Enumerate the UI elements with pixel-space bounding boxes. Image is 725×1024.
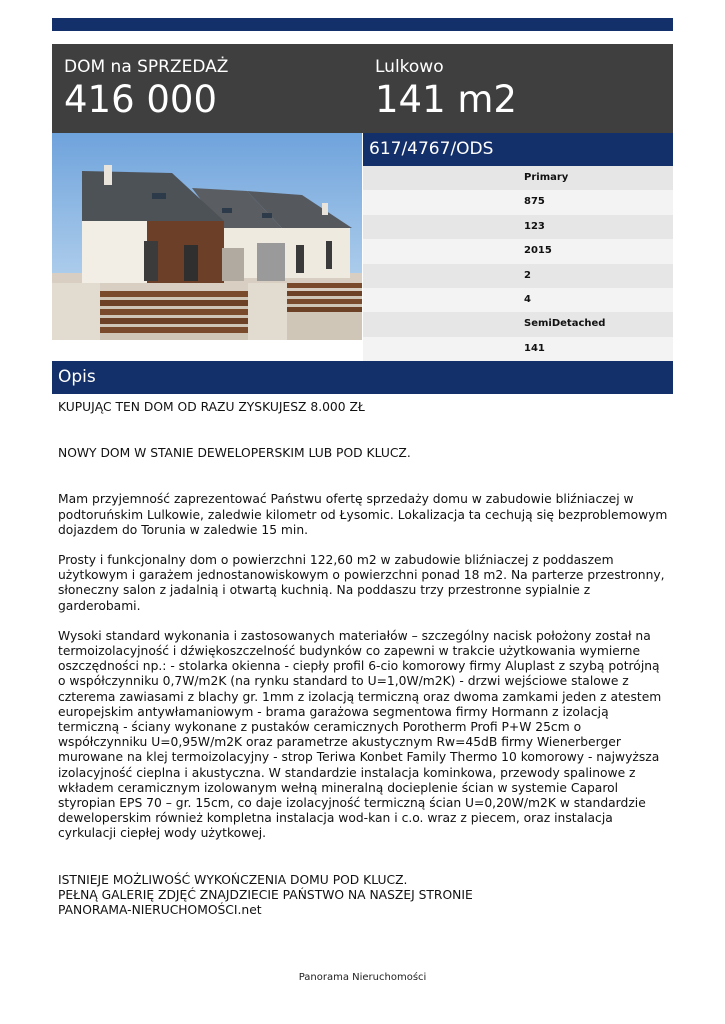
- closing-line: ISTNIEJE MOŻLIWOŚĆ WYKOŃCZENIA DOMU POD KLUCZ.: [58, 872, 408, 887]
- param-row: [363, 239, 673, 263]
- paragraph: Mam przyjemność zaprezentować Państwu ofertę sprzedaży domu w zabudowie bliźniaczej w podtoruńskim Lulkowie, zaledwie kilometr od Łysomic. Lokalizacja ta cechują się bezproblemowym dojazdem do Torunia w zaledwie 15 min.: [58, 492, 668, 537]
- section-title: Opis: [58, 367, 96, 387]
- top-bar: [52, 18, 673, 31]
- param-row: [363, 312, 673, 336]
- paragraph: Prosty i funkcjonalny dom o powierzchni 122,60 m2 w zabudowie bliźniaczej z poddaszem użytkowym i garażem jednostanowiskowym o powierzchni ponad 18 m2. Na parterze przestronny, słoneczny salon z jadalnią i otwartą kuchnią. Na poddaszu trzy przestronne sypialnie z garderobami.: [58, 553, 665, 613]
- param-value: 141: [524, 342, 545, 354]
- description-section-header: [52, 361, 673, 394]
- param-row: [363, 264, 673, 288]
- listing-type: DOM na SPRZEDAŻ: [64, 57, 229, 77]
- param-value: 2: [524, 269, 531, 281]
- footer: Panorama Nieruchomości: [298, 972, 427, 983]
- param-value: SemiDetached: [524, 318, 606, 330]
- reference-number: 617/4767/ODS: [369, 139, 494, 159]
- header-right: [375, 56, 517, 122]
- paragraph: Wysoki standard wykonania i zastosowanych materiałów – szczególny nacisk położony został na termoizolacyjność i dźwiękoszczelność budynków co zapewni w trakcie użytkowania wymierne oszczędności np.: - stolarka okienna - ciepły profil 6-cio komorowy firmy Aluplast z szybą potrójną o współczynniku 0,7W/m2K (na rynku standard to U=1,0W/m2K) - drzwi wejściowe stalowe z czterema zawiasami z blachy gr. 1mm z izolacją termiczną oraz dwoma zamkami jeden z atestem europejskim antywłamaniowym - brama garażowa segmentowa firmy Hormann z izolacją termiczną - ściany wykonane z pustaków ceramicznych Porotherm Profi P+W 25cm o współczynniku U=0,95W/m2K oraz parametrze akustycznym Rw=45dB firmy Wienerberger murowane na klej termoizolacyjny - strop Teriwa Konbet Family Thermo 10 komorowy - najwyższa izolacyjność cieplna i akustyczna. W standardzie instalacja kominkowa, przewody spalinowe z wkładem ceramicznym izolowanym wełną mineralną docieplenie ścian w systemie Caparol styropian EPS 70 – gr. 15cm, co daje izolacyjność termiczną ścian U=0,20W/m2K w standardzie deweloperskim również kompletna instalacja wod-kan i c.o. wraz z piecem, oraz instalacja cyrkulacji ciepłej wody użytkowej.: [58, 628, 662, 841]
- param-row: [363, 288, 673, 312]
- param-row: [363, 190, 673, 214]
- reference-bar: [363, 133, 673, 166]
- param-value: 4: [524, 293, 531, 305]
- param-value: 2015: [524, 245, 552, 257]
- parameters-table: [363, 166, 673, 361]
- description-body: [58, 400, 670, 918]
- param-value: Primary: [524, 172, 569, 183]
- param-row: [363, 337, 673, 361]
- closing-line: PEŁNĄ GALERIĘ ZDJĘĆ ZNAJDZIECIE PAŃSTWO NA NASZEJ STRONIE: [58, 887, 473, 902]
- headline: KUPUJĄC TEN DOM OD RAZU ZYSKUJESZ 8.000 ZŁ: [58, 400, 365, 414]
- listing-area: 141 m2: [375, 78, 517, 121]
- headline: NOWY DOM W STANIE DEWELOPERSKIM LUB POD KLUCZ.: [58, 446, 411, 461]
- param-row: [363, 166, 673, 190]
- listing-header: [52, 44, 673, 133]
- website-link: PANORAMA-NIERUCHOMOŚCI.net: [58, 903, 262, 918]
- listing-location: Lulkowo: [375, 57, 444, 77]
- param-value: 123: [524, 220, 545, 232]
- param-value: 875: [524, 196, 545, 208]
- property-photo: [52, 133, 362, 340]
- param-row: [363, 215, 673, 239]
- header-left: [64, 56, 228, 122]
- listing-price: 416 000: [64, 78, 218, 121]
